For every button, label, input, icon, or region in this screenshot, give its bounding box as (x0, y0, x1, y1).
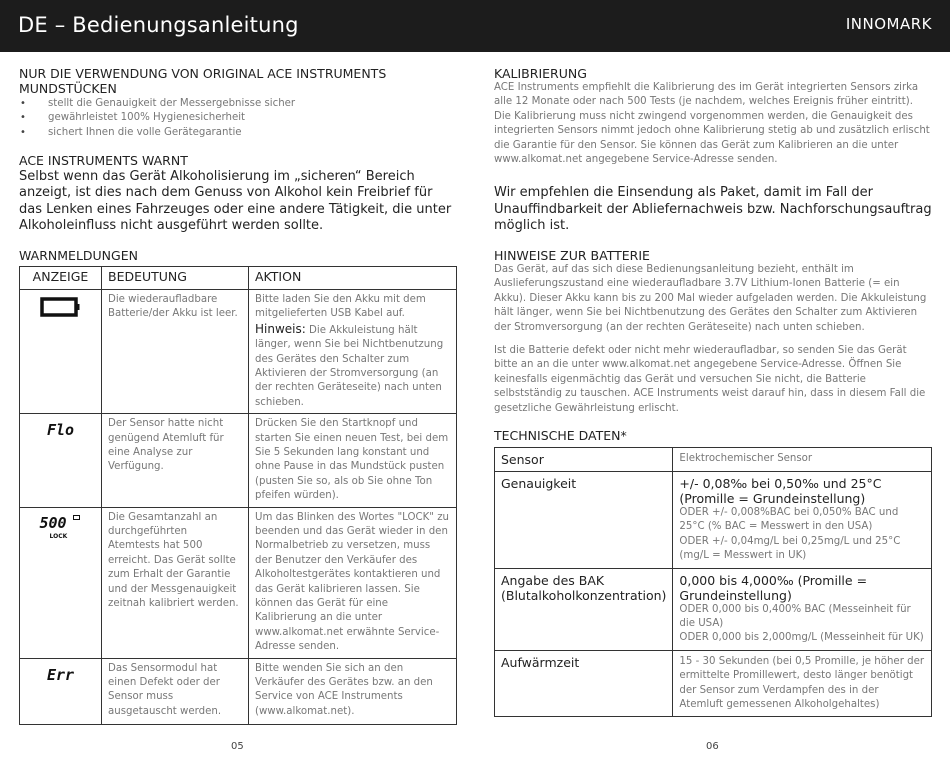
tech-sub: ODER 0,000 bis 2,000mg/L (Messeinheit für UK) (679, 632, 924, 644)
column-header: BEDEUTUNG (102, 266, 249, 289)
tech-key: Aufwärmzeit (495, 650, 673, 717)
page-header (0, 0, 950, 52)
tech-data-table (494, 447, 932, 717)
action-cell: Bitte wenden Sie sich an den Verkäufer des Gerätes bzw. an den Service von ACE Instruments (www.alkomat.net). (249, 658, 457, 724)
right-column (494, 66, 932, 717)
warning-text: Selbst wenn das Gerät Alkoholisierung im „sicheren“ Bereich anzeigt, ist dies nach dem Genuss von Alkohol kein Freibrief für das Lenken eines Fahrzeuges oder eine andere Tätigkeit, die unter Alkoholeinfluss nicht ausgeführt werden sollte. (19, 168, 452, 234)
battery-heading: HINWEISE ZUR BATTERIE (494, 247, 650, 263)
calibration-text: ACE Instruments empfiehlt die Kalibrierung des im Gerät integrierten Sensors zirka alle 12 Monate oder nach 500 Tests (je nachdem, welches Ereignis früher eintritt). Die Kalibrierung muss nicht zwingend vorgenommen werden, die Genauigkeit des integrierten Sensors nimmt jedoch ohne Kalibrierung stetig ab und zusätzlich erlischt die Garantie für den Sensor. Sie können das Gerät zum Kalibrieren an die unter www.alkomat.net angegebene Service-Adresse senden. (494, 82, 930, 166)
tech-value (673, 568, 932, 650)
table-row (20, 507, 457, 658)
table-row (20, 414, 457, 507)
tech-sub: ODER +/- 0,008%BAC bei 0,050% BAC und 25°C (% BAC = Messwert in den USA) (679, 507, 899, 533)
table-row (20, 289, 457, 413)
list-item: • gewährleistet 100% Hygienesicherheit (19, 111, 457, 125)
table-row (495, 650, 932, 717)
action-cell (249, 289, 457, 413)
tech-sub: ODER +/- 0,04mg/L bei 0,25mg/L und 25°C (mg/L = Messwert in UK) (679, 535, 901, 562)
tech-key: Angabe des BAK (Blutalkoholkonzentration) (495, 568, 673, 650)
tech-key: Sensor (495, 448, 673, 472)
messages-heading: WARNMELDUNGEN (19, 247, 138, 263)
note-label: Hinweis: (255, 321, 306, 336)
lock-500-display-icon (36, 514, 86, 544)
battery-text-2: Ist die Batterie defekt oder nicht mehr wiederaufladbar, so senden Sie das Gerät bitte an an die unter www.alkomat.net angegebene Service-Adresse. Öffnen Sie keinesfalls eigenmächtig das Gerät und versuchen Sie nicht, die Batterie selbstständig zu tauschen. ACE Instruments weist darauf hin, dass in diesem Fall die gesetzliche Gewährleistung erlischt. (494, 344, 926, 414)
meaning-cell: Der Sensor hatte nicht genügend Atemluft für eine Analyse zur Verfügung. (102, 414, 249, 507)
tech-sub: 15 - 30 Sekunden (bei 0,5 Promille, je höher der ermittelte Promillewert, desto länger benötigt der Sensor zum Verdampfen des in der Atemluft gemessenen Alkoholgehaltes) (679, 655, 925, 711)
tech-key: Genauigkeit (495, 472, 673, 569)
tech-sub: Elektrochemischer Sensor (679, 453, 813, 464)
battery-empty-icon (40, 296, 82, 318)
tech-heading: TECHNISCHE DATEN* (494, 428, 627, 443)
page-number-right: 06 (706, 741, 719, 752)
list-item: • sichert Ihnen die volle Gerätegarantie (19, 126, 457, 140)
note-text: Die Akkuleistung hält länger, wenn Sie bei Nichtbenutzung des Gerätes den Schalter zum Aktivieren der Stromversorgung (an der rechten Geräteseite) nach unten schieben. (255, 324, 444, 408)
display-cell (20, 414, 102, 507)
meaning-cell: Das Sensormodul hat einen Defekt oder der Sensor muss ausgetauscht werden. (102, 658, 249, 724)
tech-sub: ODER 0,000 bis 0,400% BAC (Messeinheit für die USA) (679, 603, 911, 630)
battery-text-1: Das Gerät, auf das sich diese Bedienungsanleitung bezieht, enthält im Auslieferungszustand eine wiederaufladbare 3.7V Lithium-Ionen Batterie (= ein Akku). Dieser Akku kann bis zu 200 Mal wieder aufgeladen werden. Die Akkuleistung hält länger, wenn Sie bei Nichtbenutzung des Gerätes den Schalter zum Aktivieren der Stromversorgung (an der rechten Geräteseite) nach unten schieben. (494, 263, 927, 333)
tech-main: +/- 0,08‰ bei 0,50‰ und 25°C (Promille = Grundeinstellung) (679, 476, 882, 506)
action-cell: Drücken Sie den Startknopf und starten Sie einen neuen Test, bei dem Sie 5 Sekunden lang konstant und ohne Pause in das Mundstück pusten (pusten Sie so, als ob Sie ohne Ton pfeifen würden). (249, 414, 457, 507)
table-header-row (20, 266, 457, 289)
lock-label: LOCK (49, 532, 68, 540)
list-item: • stellt die Genauigkeit der Messergebnisse sicher (19, 97, 457, 111)
counter-digits: 500 (39, 513, 67, 532)
tech-value (673, 448, 932, 472)
table-row (495, 448, 932, 472)
left-column (19, 66, 457, 725)
column-header: ANZEIGE (20, 266, 102, 289)
page-title: DE – Bedienungsanleitung (18, 13, 299, 37)
benefit-list (19, 97, 457, 140)
err-display-icon: Err (46, 665, 75, 684)
display-cell (20, 289, 102, 413)
mini-battery-icon (73, 515, 80, 520)
display-cell (20, 507, 102, 658)
page-number-left: 05 (231, 741, 244, 752)
package-recommendation: Wir empfehlen die Einsendung als Paket, damit im Fall der Unauffindbarkeit der Abliefernachweis bzw. Nachforschungsauftrag möglich ist. (494, 185, 932, 234)
table-row (495, 568, 932, 650)
tech-main: 0,000 bis 4,000‰ (Promille = Grundeinstellung) (679, 572, 868, 603)
action-text: Bitte laden Sie den Akku mit dem mitgelieferten USB Kabel auf. (255, 293, 426, 320)
meaning-cell: Die Gesamtanzahl an durchgeführten Atemtests hat 500 erreicht. Das Gerät sollte zum Erhalt der Garantie und der Messgenauigkeit zeitnah kalibriert werden. (102, 507, 249, 658)
brand-name: INNOMARK (845, 15, 932, 33)
table-row (495, 472, 932, 569)
original-mouthpiece-heading: NUR DIE VERWENDUNG VON ORIGINAL ACE INSTRUMENTS MUNDSTÜCKEN (19, 66, 387, 96)
calibration-heading: KALIBRIERUNG (494, 66, 587, 81)
action-cell: Um das Blinken des Wortes "LOCK" zu beenden und das Gerät wieder in den Normalbetrieb zu versetzen, muss der Benutzer den Verkäufer des Alkoholtestgerätes kontaktieren und das Gerät kalibrieren lassen. Sie können das Gerät für eine Kalibrierung an die unter www.alkomat.net erwähnte Service-Adresse senden. (249, 507, 457, 658)
display-cell (20, 658, 102, 724)
tech-value (673, 472, 932, 569)
table-row (20, 658, 457, 724)
column-header: AKTION (249, 266, 457, 289)
meaning-cell: Die wiederaufladbare Batterie/der Akku ist leer. (102, 289, 249, 413)
flo-display-icon: Flo (46, 421, 75, 440)
warning-heading: ACE INSTRUMENTS WARNT (19, 152, 188, 168)
tech-value (673, 650, 932, 717)
warning-messages-table (19, 266, 457, 725)
